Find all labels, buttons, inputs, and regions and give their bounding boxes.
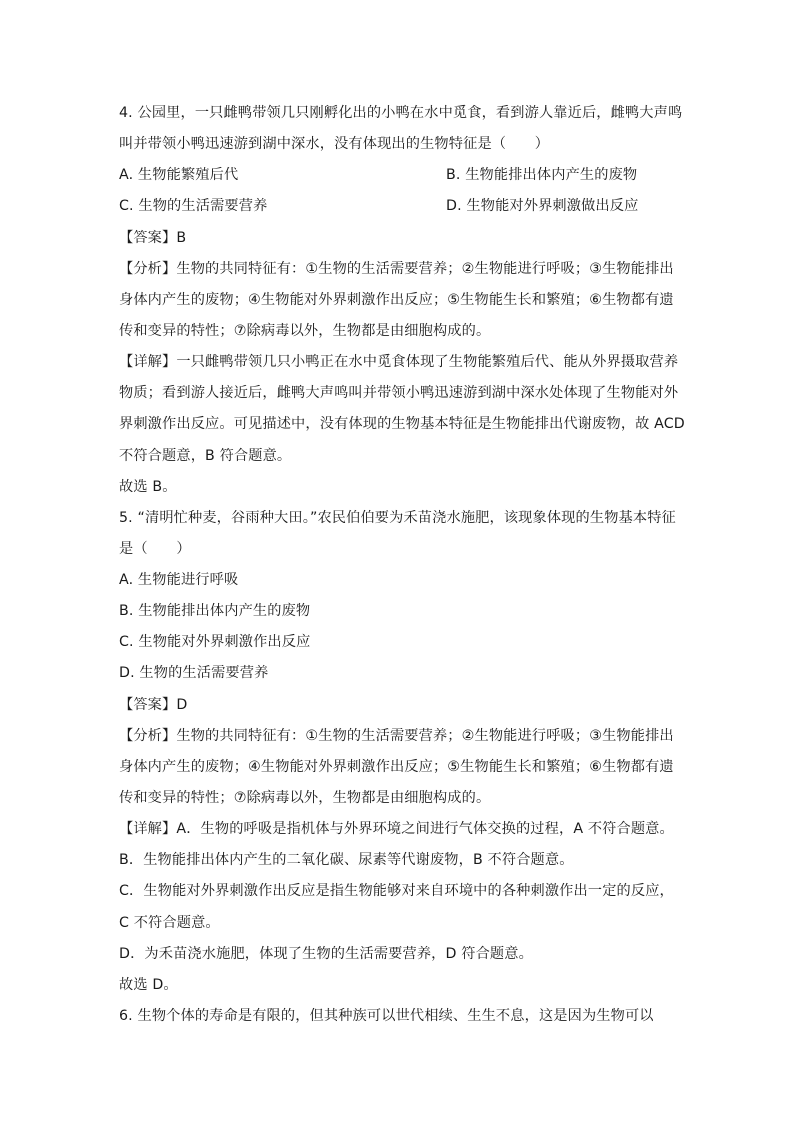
q5-stem-line1: 5. “清明忙种麦，谷雨种大田。”农民伯伯要为禾苗浇水施肥，该现象体现的生物基本特征	[119, 510, 676, 526]
q5-option-a: A. 生物能进行呼吸	[119, 572, 239, 588]
q5-option-d: D. 生物的生活需要营养	[119, 665, 269, 681]
q5-detail-line5: D．为禾苗浇水施肥，体现了生物的生活需要营养，D 符合题意。	[119, 946, 533, 962]
q5-choice: 故选 D。	[119, 977, 178, 993]
q4-stem-line1: 4. 公园里，一只雌鸭带领几只刚孵化出的小鸭在水中觅食，看到游人靠近后，雌鸭大声鸣	[119, 105, 683, 121]
q6-stem-line1: 6. 生物个体的寿命是有限的，但其种族可以世代相续、生生不息，这是因为生物可以	[119, 1008, 654, 1024]
q4-answer: 【答案】B	[119, 230, 187, 246]
q4-detail-line4: 不符合题意，B 符合题意。	[119, 448, 292, 464]
q4-option-d: D. 生物能对外界刺激做出反应	[446, 198, 639, 214]
q5-analysis-line2: 身体内产生的废物；④生物能对外界刺激作出反应；⑤生物能生长和繁殖；⑥生物都有遗	[119, 759, 674, 775]
q4-detail-line3: 界刺激作出反应。可见描述中，没有体现的生物基本特征是生物能排出代谢废物，故 ACD	[119, 416, 685, 432]
q5-detail-line2: B．生物能排出体内产生的二氧化碳、尿素等代谢废物，B 不符合题意。	[119, 852, 574, 868]
q4-option-c: C. 生物的生活需要营养	[119, 198, 268, 214]
q5-detail-line1: 【详解】A．生物的呼吸是指机体与外界环境之间进行气体交换的过程，A 不符合题意。	[119, 821, 674, 837]
q4-option-b: B. 生物能排出体内产生的废物	[446, 167, 638, 183]
q5-analysis-line3: 传和变异的特性；⑦除病毒以外，生物都是由细胞构成的。	[119, 790, 491, 806]
q4-analysis-line3: 传和变异的特性；⑦除病毒以外，生物都是由细胞构成的。	[119, 323, 491, 339]
q4-option-a: A. 生物能繁殖后代	[119, 167, 239, 183]
q4-analysis-line1: 【分析】生物的共同特征有：①生物的生活需要营养；②生物能进行呼吸；③生物能排出	[119, 261, 674, 277]
q4-detail-line2: 物质；看到游人接近后，雌鸭大声鸣叫并带领小鸭迅速游到湖中深水处体现了生物能对外	[119, 385, 679, 401]
q4-detail-line1: 【详解】一只雌鸭带领几只小鸭正在水中觅食体现了生物能繁殖后代、能从外界摄取营养	[119, 354, 679, 370]
q5-detail-line4: C 不符合题意。	[119, 915, 220, 931]
q5-option-b: B. 生物能排出体内产生的废物	[119, 603, 311, 619]
q4-choice: 故选 B。	[119, 479, 177, 495]
q5-analysis-line1: 【分析】生物的共同特征有：①生物的生活需要营养；②生物能进行呼吸；③生物能排出	[119, 728, 674, 744]
q4-analysis-line2: 身体内产生的废物；④生物能对外界刺激作出反应；⑤生物能生长和繁殖；⑥生物都有遗	[119, 292, 674, 308]
q5-detail-line3: C．生物能对外界刺激作出反应是指生物能够对来自环境中的各种刺激作出一定的反应，	[119, 883, 674, 899]
q4-stem-line2: 叫并带领小鸭迅速游到湖中深水，没有体现出的生物特征是（ ）	[119, 136, 550, 152]
q5-answer: 【答案】D	[119, 697, 188, 713]
q5-option-c: C. 生物能对外界刺激作出反应	[119, 634, 311, 650]
q5-stem-line2: 是（ ）	[119, 541, 191, 557]
